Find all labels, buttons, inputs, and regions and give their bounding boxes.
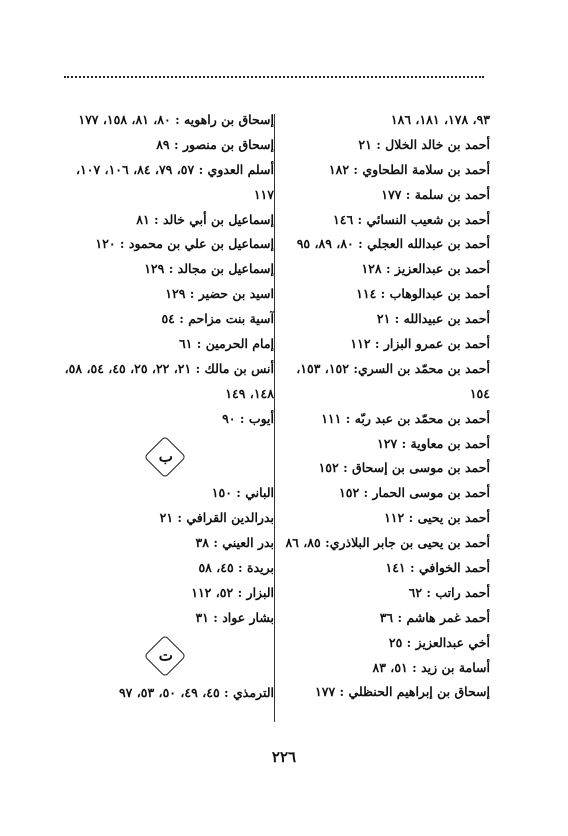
letter-badge-icon: [144, 635, 186, 677]
index-entry: آسية بنت مزاحم : ٥٤: [161, 311, 274, 327]
index-entry: أحمد بن معاوية : ١٢٧: [377, 435, 490, 451]
section-letter: ب: [158, 447, 173, 466]
index-entry: أحمد بن محمّد بن السري: ١٥٢، ١٥٣،: [296, 360, 490, 376]
index-entry: إمام الحرمين : ٦١: [178, 336, 274, 352]
index-entry: أسامة بن زيد : ٥١، ٨٣: [372, 659, 490, 675]
index-entry: اسيد بن حضير : ١٢٩: [165, 286, 274, 302]
column-divider: [274, 114, 275, 722]
index-entry: إسحاق بن راهويه : ٨٠، ٨١، ١٥٨، ١٧٧: [78, 112, 274, 127]
index-entry: إسحاق بن إبراهيم الحنظلي : ١٧٧: [315, 684, 490, 700]
page-number: ٢٢٦: [271, 748, 297, 766]
index-entry: أحمد بن سلمة : ١٧٧: [381, 186, 490, 202]
index-entry: إسماعيل بن مجالد : ١٢٩: [144, 261, 274, 277]
index-entry: أحمد بن عبدالوهاب : ١١٤: [356, 286, 490, 302]
index-entry: إسماعيل بن أبي خالد : ٨١: [136, 211, 274, 227]
index-entry: أيوب : ٩٠: [222, 410, 274, 426]
index-entry: أسلم العدوي : ٥٧، ٧٩، ٨٤، ١٠٦، ١٠٧،: [75, 161, 274, 177]
index-entry: أحمد راتب : ٦٢: [408, 584, 490, 600]
index-entry: أحمد بن عبدالعزيز : ١٢٨: [361, 261, 490, 277]
index-column-right: [285, 108, 490, 705]
index-entry: الباني : ١٥٠: [211, 485, 274, 501]
index-entry: أحمد بن عمرو البزار : ١١٢: [350, 336, 490, 352]
index-entry: أنس بن مالك : ٢١، ٢٢، ٢٥، ٤٥، ٥٤، ٥٨،: [64, 360, 274, 376]
index-entry: أحمد بن موسى بن إسحاق : ١٥٢: [318, 460, 490, 476]
index-entry: البزار : ٥٢، ١١٢: [191, 584, 274, 600]
index-entry: إسحاق بن منصور : ٨٩: [156, 136, 274, 152]
section-letter: ت: [158, 646, 173, 665]
index-entry: أحمد بن عبيدالله : ٢١: [376, 311, 490, 327]
index-entry: أحمد بن محمّد بن عبد ربّه : ١١١: [321, 410, 490, 426]
header-dotted-rule: [64, 76, 484, 78]
index-entry: بدر العيني : ٣٨: [195, 535, 274, 551]
index-entry: أحمد بن يحيى : ١١٢: [384, 510, 490, 526]
index-entry: بريدة : ٤٥، ٥٨: [198, 560, 274, 576]
index-entry: أحمد بن خالد الخلال : ٢١: [358, 136, 490, 152]
index-entry: أحمد بن سلامة الطحاوي : ١٨٢: [328, 161, 490, 177]
index-entry: أحمد الخوافي : ١٤١: [385, 560, 490, 576]
index-entry: بدرالدين القرافي : ٢١: [159, 510, 274, 526]
index-entry: أحمد بن عبدالله العجلي : ٨٠، ٨٩، ٩٥: [296, 236, 490, 252]
index-entry: إسماعيل بن علي بن محمود : ١٢٠: [95, 236, 274, 252]
letter-badge-icon: [144, 436, 186, 478]
index-entry: أحمد بن يحيى بن جابر البلاذري: ٨٥، ٨٦: [285, 535, 490, 551]
index-entry: أحمد بن موسى الحمار : ١٥٢: [339, 485, 490, 501]
index-entry: ١٤٨، ١٤٩: [225, 385, 274, 401]
index-column-left: [56, 108, 274, 705]
index-entry: ١١٧: [253, 186, 274, 202]
index-entry: أحمد غمر هاشم : ٣٦: [379, 609, 490, 625]
index-entry: بشار عواد : ٣١: [195, 609, 274, 625]
section-letter-badge: [56, 631, 274, 681]
index-entry: الترمذي : ٤٥، ٤٩، ٥٠، ٥٣، ٩٧: [118, 684, 274, 700]
index-entry: ١٥٤: [469, 385, 490, 401]
index-entry: أحمد بن شعيب النسائي : ١٤٦: [333, 211, 490, 227]
index-entry: أخي عبدالعزيز : ٢٥: [388, 634, 490, 650]
index-entry: ٩٣، ١٧٨، ١٨١، ١٨٦: [390, 112, 490, 127]
section-letter-badge: [56, 432, 274, 482]
